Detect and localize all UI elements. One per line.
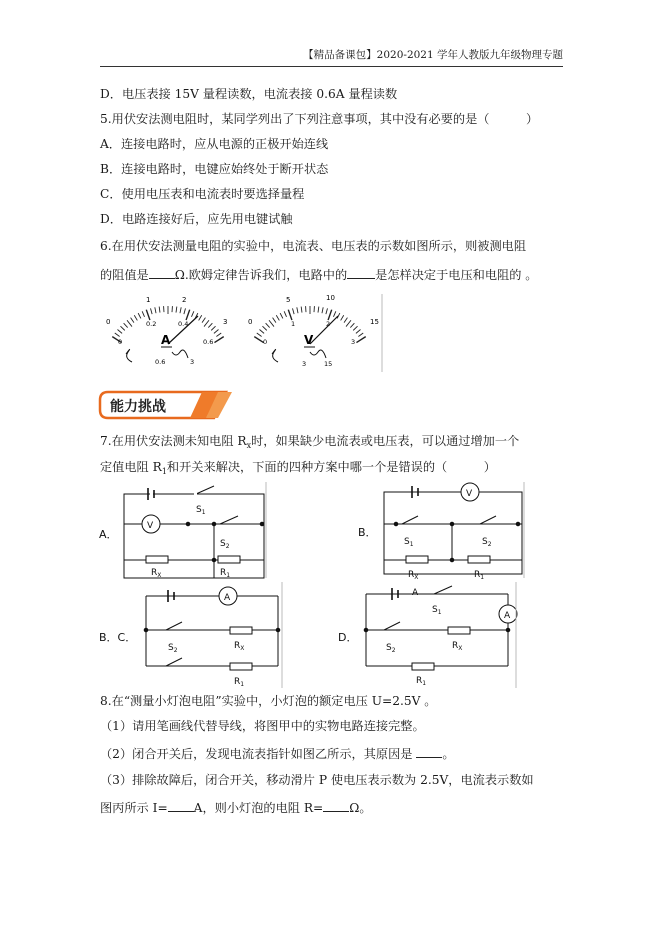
- ammeter-inner-tick: 0.2: [146, 320, 157, 328]
- switch-s1: [166, 658, 182, 666]
- voltmeter-label: V: [147, 521, 154, 531]
- label-s2: $S_2$: [220, 539, 230, 550]
- q5-option-a: A．连接电路时，应从电源的正极开始连线: [100, 137, 329, 151]
- voltmeter-outer-tick: 5: [286, 296, 291, 304]
- resistor-rx: [448, 627, 470, 634]
- scale-tick: [356, 337, 365, 343]
- ammeter-outer-tick: 2: [182, 296, 187, 304]
- q5-option-b: B．连接电路时，电键应始终处于断开状态: [100, 162, 329, 176]
- scale-tick: [155, 307, 156, 313]
- scale-tick: [134, 315, 137, 320]
- junction-dot: [506, 628, 510, 632]
- ammeter-outer-tick: 1: [146, 296, 151, 304]
- scale-tick: [301, 307, 302, 313]
- scale-tick: [260, 330, 265, 334]
- scale-tick: [204, 320, 209, 326]
- scale-tick: [297, 307, 298, 313]
- voltmeter-inner-tick: 0: [263, 338, 268, 346]
- q7-text-a: 7.在用伏安法测未知电阻 R: [100, 434, 247, 448]
- scale-tick: [124, 323, 128, 327]
- switch-s2: [220, 516, 238, 524]
- q8-part2: [100, 745, 455, 762]
- switch-s1: [402, 516, 418, 524]
- circuits-figure: [96, 478, 526, 690]
- switch-s1: [434, 586, 452, 594]
- q8-blank-current[interactable]: [168, 799, 194, 812]
- scale-tick: [269, 320, 274, 326]
- circuit-a: [99, 482, 266, 579]
- q4-option-d: D．电压表接 15V 量程读数，电流表接 0.6A 量程读数: [100, 87, 398, 101]
- q5-stem: 5.用伏安法测电阻时，某同学列出了下列注意事项，其中没有必要的是（ ）: [100, 112, 539, 126]
- voltmeter: [248, 294, 379, 368]
- ammeter: [106, 296, 227, 366]
- switch-s2: [166, 622, 182, 630]
- q6-blank-resistance[interactable]: [149, 266, 175, 279]
- q6-blank-quantity[interactable]: [347, 266, 375, 279]
- voltmeter-neg-terminal: [272, 349, 278, 362]
- voltmeter-label: V: [466, 489, 473, 499]
- scale-tick: [358, 333, 363, 337]
- q7-text-c: 定值电阻 R: [100, 460, 162, 474]
- scale-tick: [180, 307, 181, 313]
- junction-dot: [186, 522, 190, 526]
- scale-tick: [356, 330, 361, 334]
- label-s2: $S_2$: [168, 643, 178, 654]
- label-rx: $R_X$: [408, 570, 419, 581]
- q7-text-d: 和开关来解决，下面的四种方案中哪一个是错误的（ ）: [166, 460, 496, 474]
- ammeter-outer-tick: 0: [106, 318, 111, 326]
- circuit-c-label: B．C．: [99, 631, 137, 644]
- junction-dot: [212, 522, 216, 526]
- scale-tick: [346, 320, 351, 326]
- scale-tick: [350, 323, 354, 327]
- ammeter-outer-tick: 3: [223, 318, 228, 326]
- junction-dot: [516, 522, 520, 526]
- scale-tick: [118, 330, 123, 334]
- scale-tick: [127, 320, 132, 326]
- ammeter-inner-tick: 0: [118, 338, 123, 346]
- scale-tick: [322, 307, 323, 313]
- scale-tick: [211, 326, 215, 330]
- circuit-b-label: B．: [358, 526, 377, 539]
- label-s1: $S_1$: [404, 537, 414, 548]
- q6-text-c: 是怎样决定于电压和电阻的 。: [375, 268, 538, 282]
- scale-tick: [131, 318, 134, 323]
- junction-dot: [364, 628, 368, 632]
- q8-stem: 8.在“测量小灯泡电阻”实验中，小灯泡的额定电压 U=2.5V 。: [100, 694, 437, 708]
- label-rx: $R_X$: [452, 641, 463, 652]
- label-s2: $S_2$: [482, 537, 492, 548]
- circuit-a-outline: [124, 494, 264, 578]
- q7-text-b: 时，如果缺少电流表或电压表，可以通过增加一个: [251, 434, 520, 448]
- scale-tick: [120, 326, 124, 330]
- scale-tick: [146, 310, 150, 320]
- switch-s2: [384, 622, 400, 630]
- q8-part3-line1: （3）排除故障后，闭合开关，移动滑片 P 使电压表示数为 2.5V，电流表示数如: [100, 773, 534, 787]
- label-rx: $R_X$: [234, 641, 245, 652]
- junction-dot: [394, 522, 398, 526]
- ammeter-symbol: A: [161, 333, 171, 347]
- resistor-r1: [412, 663, 434, 670]
- q6-stem-line2: [100, 266, 537, 283]
- scale-tick: [208, 323, 212, 327]
- ammeter-wire-terminal: [172, 350, 188, 358]
- q6-text-b: Ω.欧姆定律告诉我们，电路中的: [174, 268, 348, 282]
- scale-tick: [115, 333, 120, 337]
- label-s1: $S_1$: [196, 505, 206, 516]
- q8-blank-resistance[interactable]: [323, 799, 349, 812]
- label-rx: $R_X$: [151, 568, 162, 579]
- scale-tick: [284, 311, 286, 317]
- circuit-a-label: A．: [99, 528, 118, 541]
- scale-tick: [276, 315, 279, 320]
- circuit-c: [99, 582, 282, 688]
- scale-tick: [333, 311, 335, 317]
- scale-tick: [176, 307, 177, 313]
- junction-dot: [450, 522, 454, 526]
- page-header: 【精品备课包】2020-2021 学年人教版九年级物理专题: [100, 47, 563, 67]
- q7-subscript-1: 1: [161, 467, 167, 476]
- voltmeter-inner-tick: 2: [326, 320, 331, 328]
- resistor-rx: [146, 556, 168, 563]
- q7-stem-line2: [100, 459, 496, 480]
- scale-tick: [328, 310, 332, 320]
- q7-stem-line1: [100, 433, 519, 454]
- label-r1: $R_1$: [416, 676, 427, 687]
- scale-tick: [326, 308, 328, 314]
- scale-tick: [186, 310, 190, 320]
- q5-option-d: D．电路连接好后，应先用电键试触: [100, 212, 293, 226]
- ammeter-inner-tick: 0.4: [178, 320, 189, 328]
- ammeter-label-small: A: [412, 588, 419, 598]
- scale-tick: [151, 308, 153, 314]
- label-s1: $S_1$: [432, 605, 442, 616]
- q5-option-c: C．使用电压表和电流表时要选择量程: [100, 187, 305, 201]
- junction-dot: [144, 628, 148, 632]
- label-r1: $R_1$: [474, 570, 485, 581]
- q8-part1: （1）请用笔画线代替导线，将图甲中的实物电路连接完整。: [100, 719, 425, 733]
- scale-tick: [214, 330, 219, 334]
- meters-figure: [98, 292, 386, 374]
- circuit-d: [338, 582, 517, 688]
- scale-tick: [353, 326, 357, 330]
- q8-part3-line2: [100, 799, 372, 816]
- scale-tick: [341, 315, 344, 320]
- scale-tick: [344, 318, 347, 323]
- ammeter-label: A: [504, 611, 511, 621]
- q8-part2-text: （2）闭合开关后，发现电流表指针如图乙所示，其原因是: [100, 747, 413, 761]
- scale-tick: [142, 311, 144, 317]
- scale-tick: [216, 333, 221, 337]
- q6-stem-line1: 6.在用伏安法测量电阻的实验中，电流表、电压表的示数如图所示，则被测电阻: [100, 239, 527, 253]
- q8-part3-text-c: Ω。: [349, 801, 372, 815]
- q8-part3-text-a: 图丙所示 I=: [100, 801, 168, 815]
- voltmeter-terminal-label: 3: [302, 360, 307, 368]
- label-r1: $R_1$: [234, 677, 245, 688]
- circuit-d-label: D．: [338, 631, 358, 644]
- ammeter-terminal-label: 3: [190, 358, 195, 366]
- scale-tick: [257, 333, 262, 337]
- scale-tick: [293, 308, 295, 314]
- switch-s1: [196, 486, 214, 494]
- label-s2: $S_2$: [386, 643, 396, 654]
- switch-s2: [480, 516, 496, 524]
- q8-blank-reason[interactable]: [416, 745, 442, 758]
- scale-tick: [266, 323, 270, 327]
- ammeter-label: A: [224, 593, 231, 603]
- resistor-r1: [230, 663, 252, 670]
- junction-dot: [260, 522, 264, 526]
- q8-part2-end: 。: [442, 747, 455, 761]
- banner-label: 能力挑战: [110, 399, 166, 415]
- circuit-b: [358, 482, 524, 581]
- voltmeter-inner-tick: 1: [291, 320, 296, 328]
- ammeter-terminal-label: 0.6: [155, 358, 166, 366]
- scale-tick: [138, 313, 141, 318]
- q6-text-a: 的阻值是: [100, 268, 149, 282]
- voltmeter-terminal-label: 15: [324, 360, 333, 368]
- voltmeter-outer-tick: 0: [248, 318, 253, 326]
- label-r1: $R_1$: [220, 568, 231, 579]
- voltmeter-needle: [310, 316, 338, 344]
- ammeter-neg-terminal: [126, 349, 132, 362]
- scale-tick: [318, 307, 319, 313]
- scale-tick: [159, 307, 160, 313]
- scale-tick: [273, 318, 276, 323]
- voltmeter-outer-tick: 10: [326, 294, 335, 302]
- section-banner: [98, 390, 238, 420]
- scale-tick: [199, 315, 202, 320]
- ammeter-inner-tick: 0.6: [203, 338, 214, 346]
- q8-part3-text-b: A，则小灯泡的电阻 R=: [193, 801, 324, 815]
- resistor-r1: [218, 556, 240, 563]
- voltmeter-wire-terminal: [310, 350, 326, 358]
- resistor-rx: [406, 556, 428, 563]
- scale-tick: [280, 313, 283, 318]
- resistor-rx: [230, 627, 252, 634]
- scale-tick: [184, 308, 186, 314]
- q7-subscript-x: x: [246, 441, 252, 450]
- scale-tick: [288, 310, 292, 320]
- resistor-r1: [468, 556, 490, 563]
- scale-tick: [262, 326, 266, 330]
- scale-tick: [214, 337, 223, 343]
- voltmeter-symbol: V: [304, 333, 314, 347]
- junction-dot: [276, 628, 280, 632]
- scale-tick: [191, 311, 193, 317]
- voltmeter-inner-tick: 3: [351, 338, 356, 346]
- voltmeter-outer-tick: 15: [370, 318, 379, 326]
- scale-tick: [202, 318, 205, 323]
